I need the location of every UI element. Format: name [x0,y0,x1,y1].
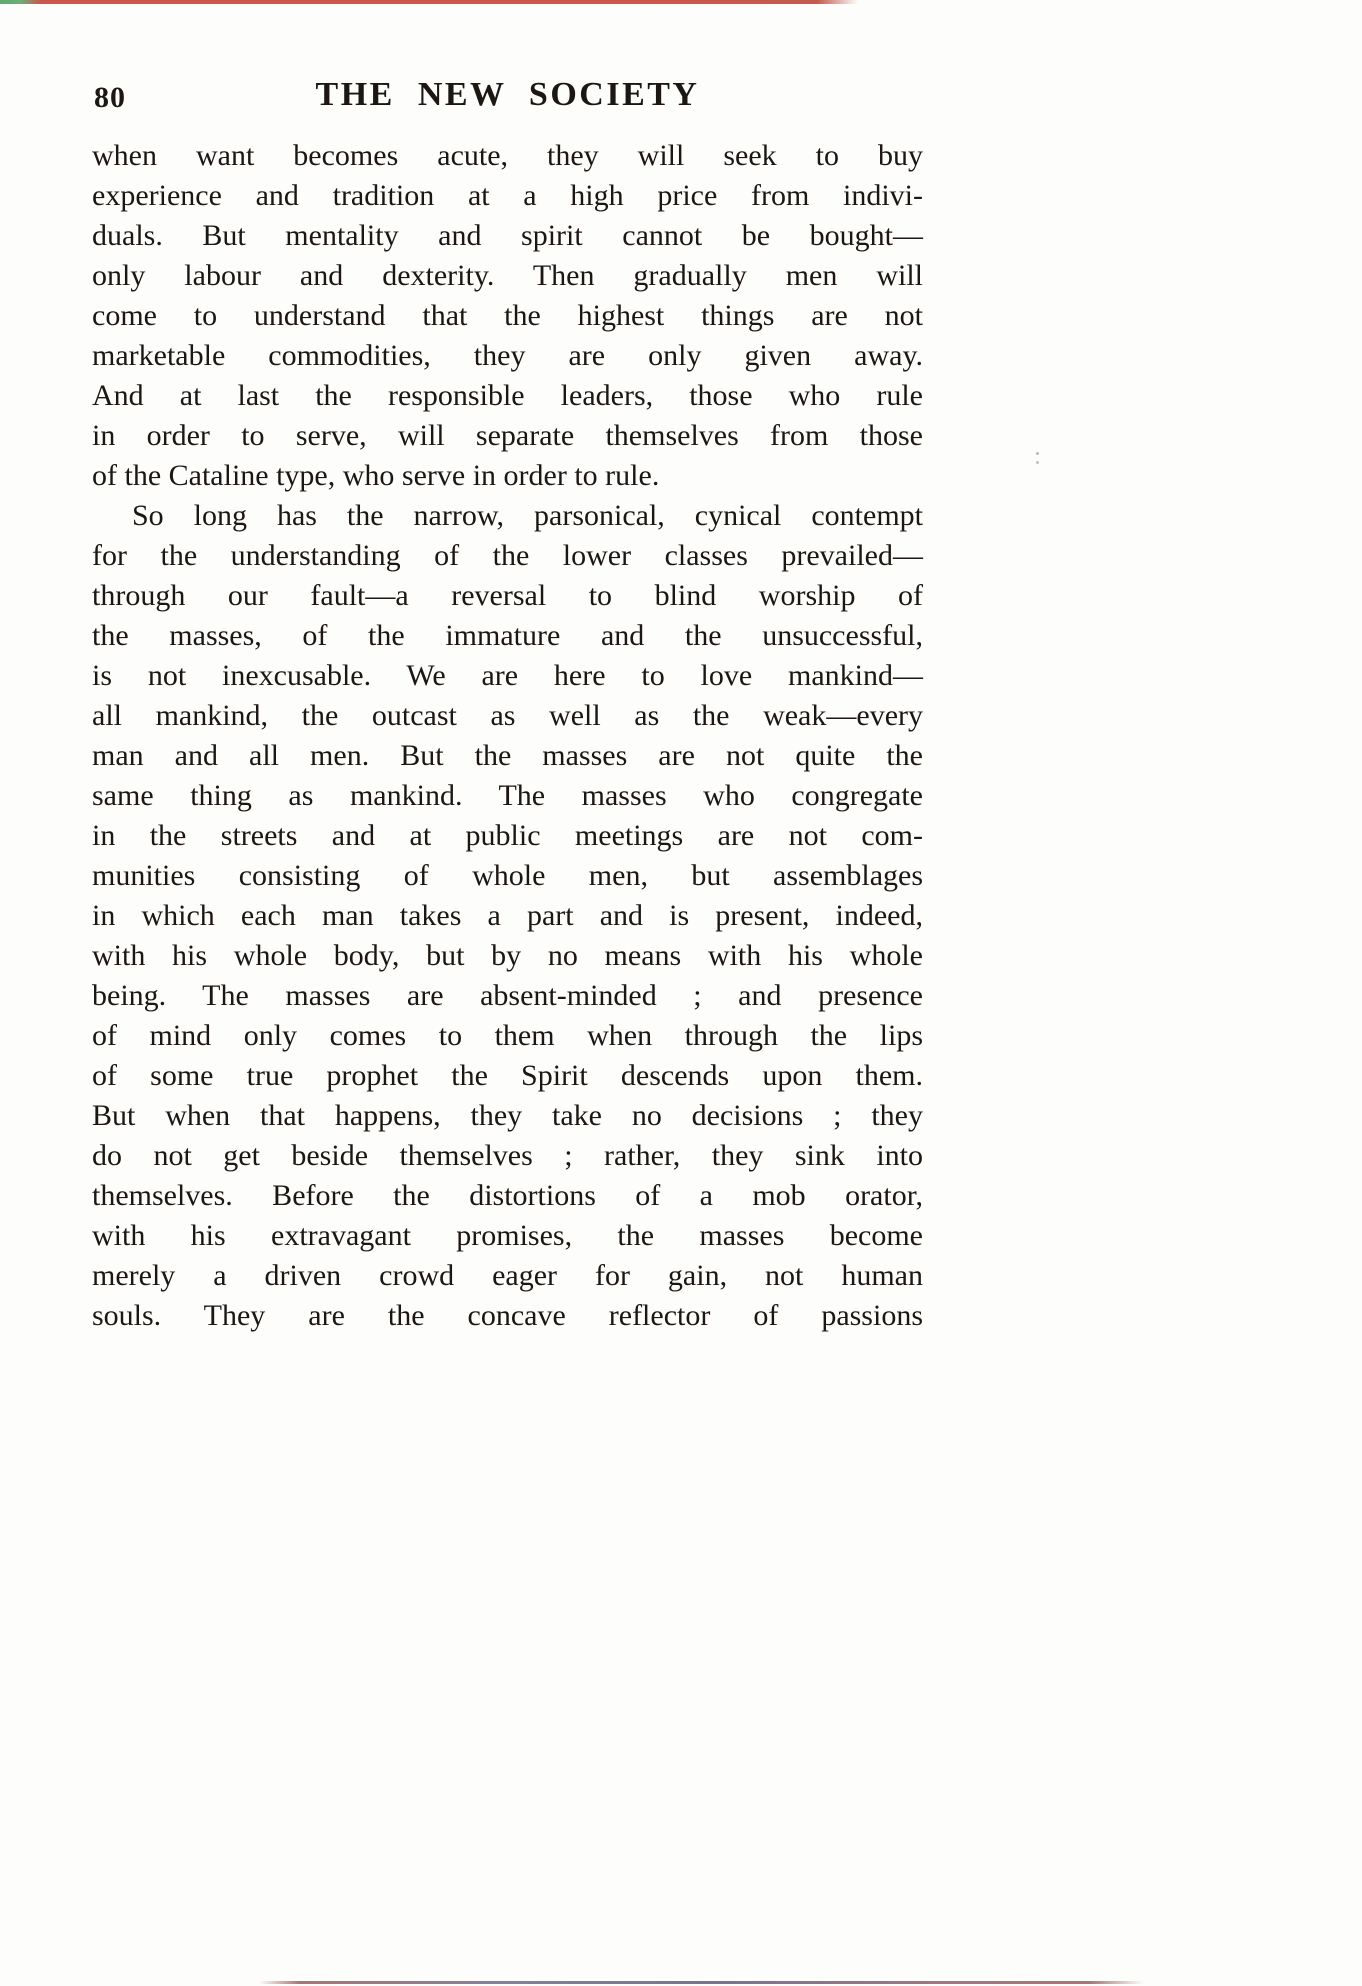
text-line: But when that happens, they take no decisions ; they [92,1099,923,1132]
text-line: same thing as mankind. The masses who congregate [92,779,923,812]
text-line: is not inexcusable. We are here to love mankind— [92,659,923,692]
text-line: merely a driven crowd eager for gain, not human [92,1259,923,1292]
text-line: for the understanding of the lower classes prevailed— [92,539,923,572]
scan-speck [1036,452,1039,455]
text-line: marketable commodities, they are only given away. [92,339,923,372]
text-line: come to understand that the highest things are not [92,299,923,332]
page-header [92,76,923,120]
text-line: with his whole body, but by no means with his whole [92,939,923,972]
text-line: only labour and dexterity. Then gradually men will [92,259,923,292]
text-line: of some true prophet the Spirit descends upon them. [92,1059,923,1092]
scan-artifact-top-edge [0,0,1362,4]
text-line: with his extravagant promises, the masses become [92,1219,923,1252]
text-line: munities consisting of whole men, but assemblages [92,859,923,892]
text-line: experience and tradition at a high price from indivi- [92,179,923,212]
text-line: in which each man takes a part and is present, indeed, [92,899,923,932]
scan-artifact-bottom-edge [0,1981,1362,1984]
text-line: all mankind, the outcast as well as the weak—every [92,699,923,732]
text-line: man and all men. But the masses are not quite the [92,739,923,772]
text-line: And at last the responsible leaders, those who rule [92,379,923,412]
text-line: themselves. Before the distortions of a mob orator, [92,1179,923,1212]
text-line: do not get beside themselves ; rather, they sink into [92,1139,923,1172]
text-line: in order to serve, will separate themselves from those [92,419,923,452]
text-line: duals. But mentality and spirit cannot be bought— [92,219,923,252]
text-line: of the Cataline type, who serve in order to rule. [92,459,660,492]
text-line: So long has the narrow, parsonical, cynical contempt [132,499,923,532]
text-line: through our fault—a reversal to blind worship of [92,579,923,612]
text-line: in the streets and at public meetings are not com- [92,819,923,852]
running-title: THE NEW SOCIETY [315,76,700,113]
text-line: souls. They are the concave reflector of passions [92,1299,923,1332]
text-line: the masses, of the immature and the unsuccessful, [92,619,923,652]
text-line: being. The masses are absent-minded ; and presence [92,979,923,1012]
page-body [92,136,923,1336]
text-line: when want becomes acute, they will seek to buy [92,139,923,172]
page-content [92,76,923,1336]
text-line: of mind only comes to them when through the lips [92,1019,923,1052]
page-number: 80 [94,81,126,114]
